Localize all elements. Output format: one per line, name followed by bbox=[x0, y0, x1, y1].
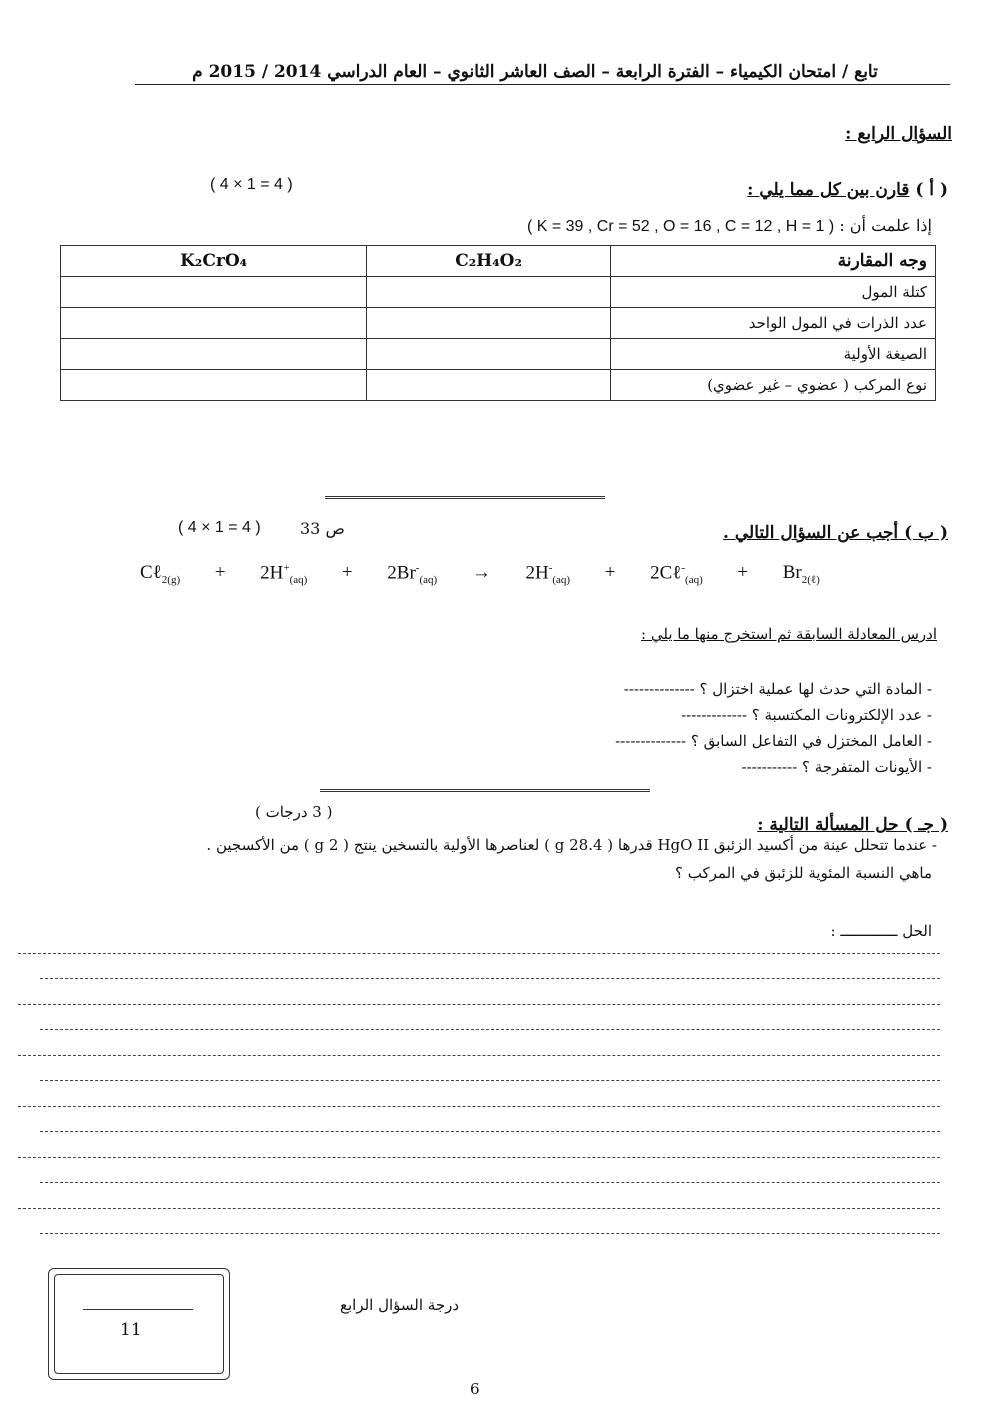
answer-line[interactable] bbox=[18, 953, 940, 954]
page-reference: ص 33 bbox=[300, 519, 345, 538]
sub-question: - المادة التي حدث لها عملية اختزال ؟ -------------- bbox=[623, 680, 932, 698]
answer-line[interactable] bbox=[40, 1233, 940, 1234]
part-b-mark: ( 4 × 1 = 4 ) bbox=[178, 519, 261, 536]
part-b-instruction: أجب عن السؤال التالي . bbox=[723, 523, 899, 543]
part-b-label: ( ب ) bbox=[904, 523, 948, 543]
max-score: 11 bbox=[120, 1320, 142, 1340]
problem-question: ماهي النسبة المئوية للزئبق في المركب ؟ bbox=[675, 864, 932, 882]
score-entry-line[interactable] bbox=[83, 1309, 193, 1310]
answer-line[interactable] bbox=[18, 1055, 940, 1056]
problem-text: - عندما تتحلل عينة من أكسيد الزئبق HgO II قدرها ( 28.4 g ) لعناصرها الأولية بالتسخين ينتج ( 2 g ) من الأكسجين . bbox=[206, 836, 937, 854]
answer-line[interactable] bbox=[40, 1182, 940, 1183]
part-c-instruction: حل المسألة التالية : bbox=[757, 815, 899, 835]
answer-line[interactable] bbox=[40, 1029, 940, 1030]
given-values: ( K = 39 , Cr = 52 , O = 16 , C = 12 , H = 1 ) bbox=[526, 218, 835, 235]
answer-cell[interactable] bbox=[61, 277, 367, 308]
grade-label: درجة السؤال الرابع bbox=[340, 1296, 460, 1314]
sub-question: - عدد الإلكترونات المكتسبة ؟ ------------- bbox=[681, 706, 932, 724]
eq-cl-ion: 2Cℓ-$_{(aq)}$ bbox=[650, 562, 703, 587]
eq-plus: + bbox=[341, 562, 353, 584]
table-row bbox=[61, 308, 936, 339]
answer-line[interactable] bbox=[40, 1131, 940, 1132]
table-row bbox=[61, 339, 936, 370]
answer-cell[interactable] bbox=[367, 277, 611, 308]
answer-cell[interactable] bbox=[367, 370, 611, 401]
table-row bbox=[61, 277, 936, 308]
answer-cell[interactable] bbox=[367, 308, 611, 339]
answer-cell[interactable] bbox=[61, 308, 367, 339]
eq-br-ion: $2Br^-_{(aq)}$ bbox=[387, 562, 438, 587]
solution-label: الحل ـــــــــــــ : bbox=[830, 922, 932, 940]
header-divider bbox=[135, 84, 950, 85]
section-divider bbox=[325, 496, 605, 499]
part-a-heading bbox=[747, 180, 948, 200]
eq-h-ion: $2H^+_{(aq)}$ bbox=[260, 562, 308, 587]
answer-line[interactable] bbox=[18, 1208, 940, 1209]
answer-line[interactable] bbox=[40, 978, 940, 979]
eq-plus: + bbox=[214, 562, 226, 584]
table-header-row bbox=[61, 246, 936, 277]
answer-cell[interactable] bbox=[367, 339, 611, 370]
answer-line[interactable] bbox=[18, 1004, 940, 1005]
answer-cell[interactable] bbox=[61, 339, 367, 370]
answer-line[interactable] bbox=[18, 1106, 940, 1107]
row-label: كتلة المول bbox=[610, 277, 935, 308]
part-b-heading bbox=[723, 523, 948, 543]
eq-h-product: $2H^-_{(aq)}$ bbox=[525, 562, 571, 587]
eq-plus: + bbox=[604, 562, 616, 584]
row-label: نوع المركب ( عضوي – غير عضوي) bbox=[610, 370, 935, 401]
header-comparison-aspect: وجه المقارنة bbox=[610, 246, 935, 277]
row-label: عدد الذرات في المول الواحد bbox=[610, 308, 935, 339]
part-a-instruction: قارن بين كل مما يلي : bbox=[747, 180, 910, 200]
row-label: الصيغة الأولية bbox=[610, 339, 935, 370]
comparison-table bbox=[60, 245, 936, 401]
section-divider bbox=[320, 789, 650, 792]
part-c-heading bbox=[757, 815, 948, 835]
eq-plus: + bbox=[737, 562, 749, 584]
answer-line[interactable] bbox=[18, 1157, 940, 1158]
table-row bbox=[61, 370, 936, 401]
given-values-line bbox=[527, 216, 932, 236]
question4-title: السؤال الرابع : bbox=[845, 124, 952, 144]
given-label: إذا علمت أن : bbox=[839, 216, 932, 235]
part-c-mark: ( 3 درجات ) bbox=[255, 803, 333, 821]
answer-line[interactable] bbox=[40, 1080, 940, 1081]
sub-question: - الأيونات المتفرجة ؟ ----------- bbox=[741, 758, 932, 776]
header-k2cro4: K₂CrO₄ bbox=[61, 246, 367, 277]
part-a-label: ( أ ) bbox=[915, 180, 948, 200]
study-instruction: ادرس المعادلة السابقة ثم استخرج منها ما يلي : bbox=[641, 625, 937, 643]
eq-arrow: → bbox=[471, 562, 491, 584]
header-c2h4o2: C₂H₄O₂ bbox=[367, 246, 611, 277]
redox-equation bbox=[140, 562, 820, 586]
part-c-label: ( جـ ) bbox=[904, 815, 948, 835]
part-a-mark: ( 4 × 1 = 4 ) bbox=[210, 176, 293, 193]
answer-cell[interactable] bbox=[61, 370, 367, 401]
eq-cl2: Cℓ$_{2(g)}$ bbox=[140, 562, 181, 587]
page-number: 6 bbox=[470, 1380, 480, 1398]
sub-question: - العامل المختزل في التفاعل السابق ؟ -------------- bbox=[615, 732, 932, 750]
eq-br2: $Br_{2(\ell)}$ bbox=[782, 562, 820, 587]
exam-header: تابع / امتحان الكيمياء – الفترة الرابعة – الصف العاشر الثانوي – العام الدراسي 2014 / 2015 م bbox=[192, 62, 878, 82]
